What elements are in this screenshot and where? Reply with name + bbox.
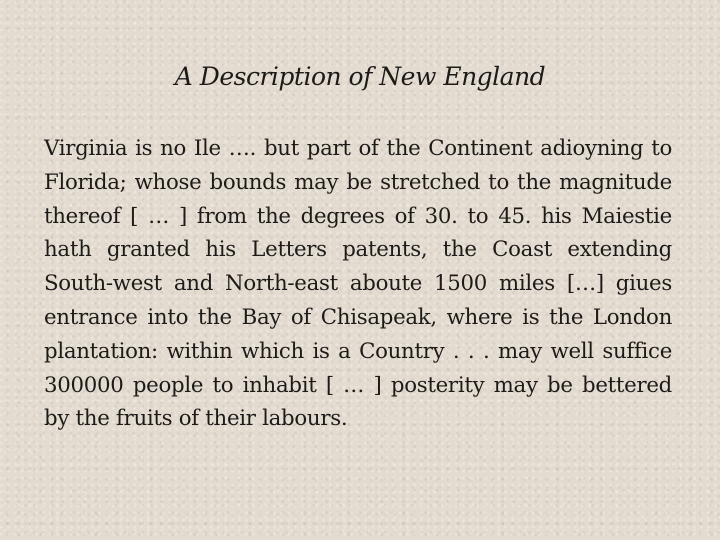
slide-title: A Description of New England <box>174 62 546 91</box>
slide-body-text: Virginia is no Ile …. but part of the Continent adioyning to Florida; whose bounds may be stretched to the magnitude thereof [ … ] from the degrees of 30. to 45. his Maiestie hath granted his Letters patents, the Coast extending South-west and North-east aboute 1500 miles […] giues entrance into the Bay of Chisapeak, where is the London plantation: within which is a Country . . . may well suffice 300000 people to inhabit [ … ] posterity may be bettered by the fruits of their labours. <box>44 136 672 432</box>
